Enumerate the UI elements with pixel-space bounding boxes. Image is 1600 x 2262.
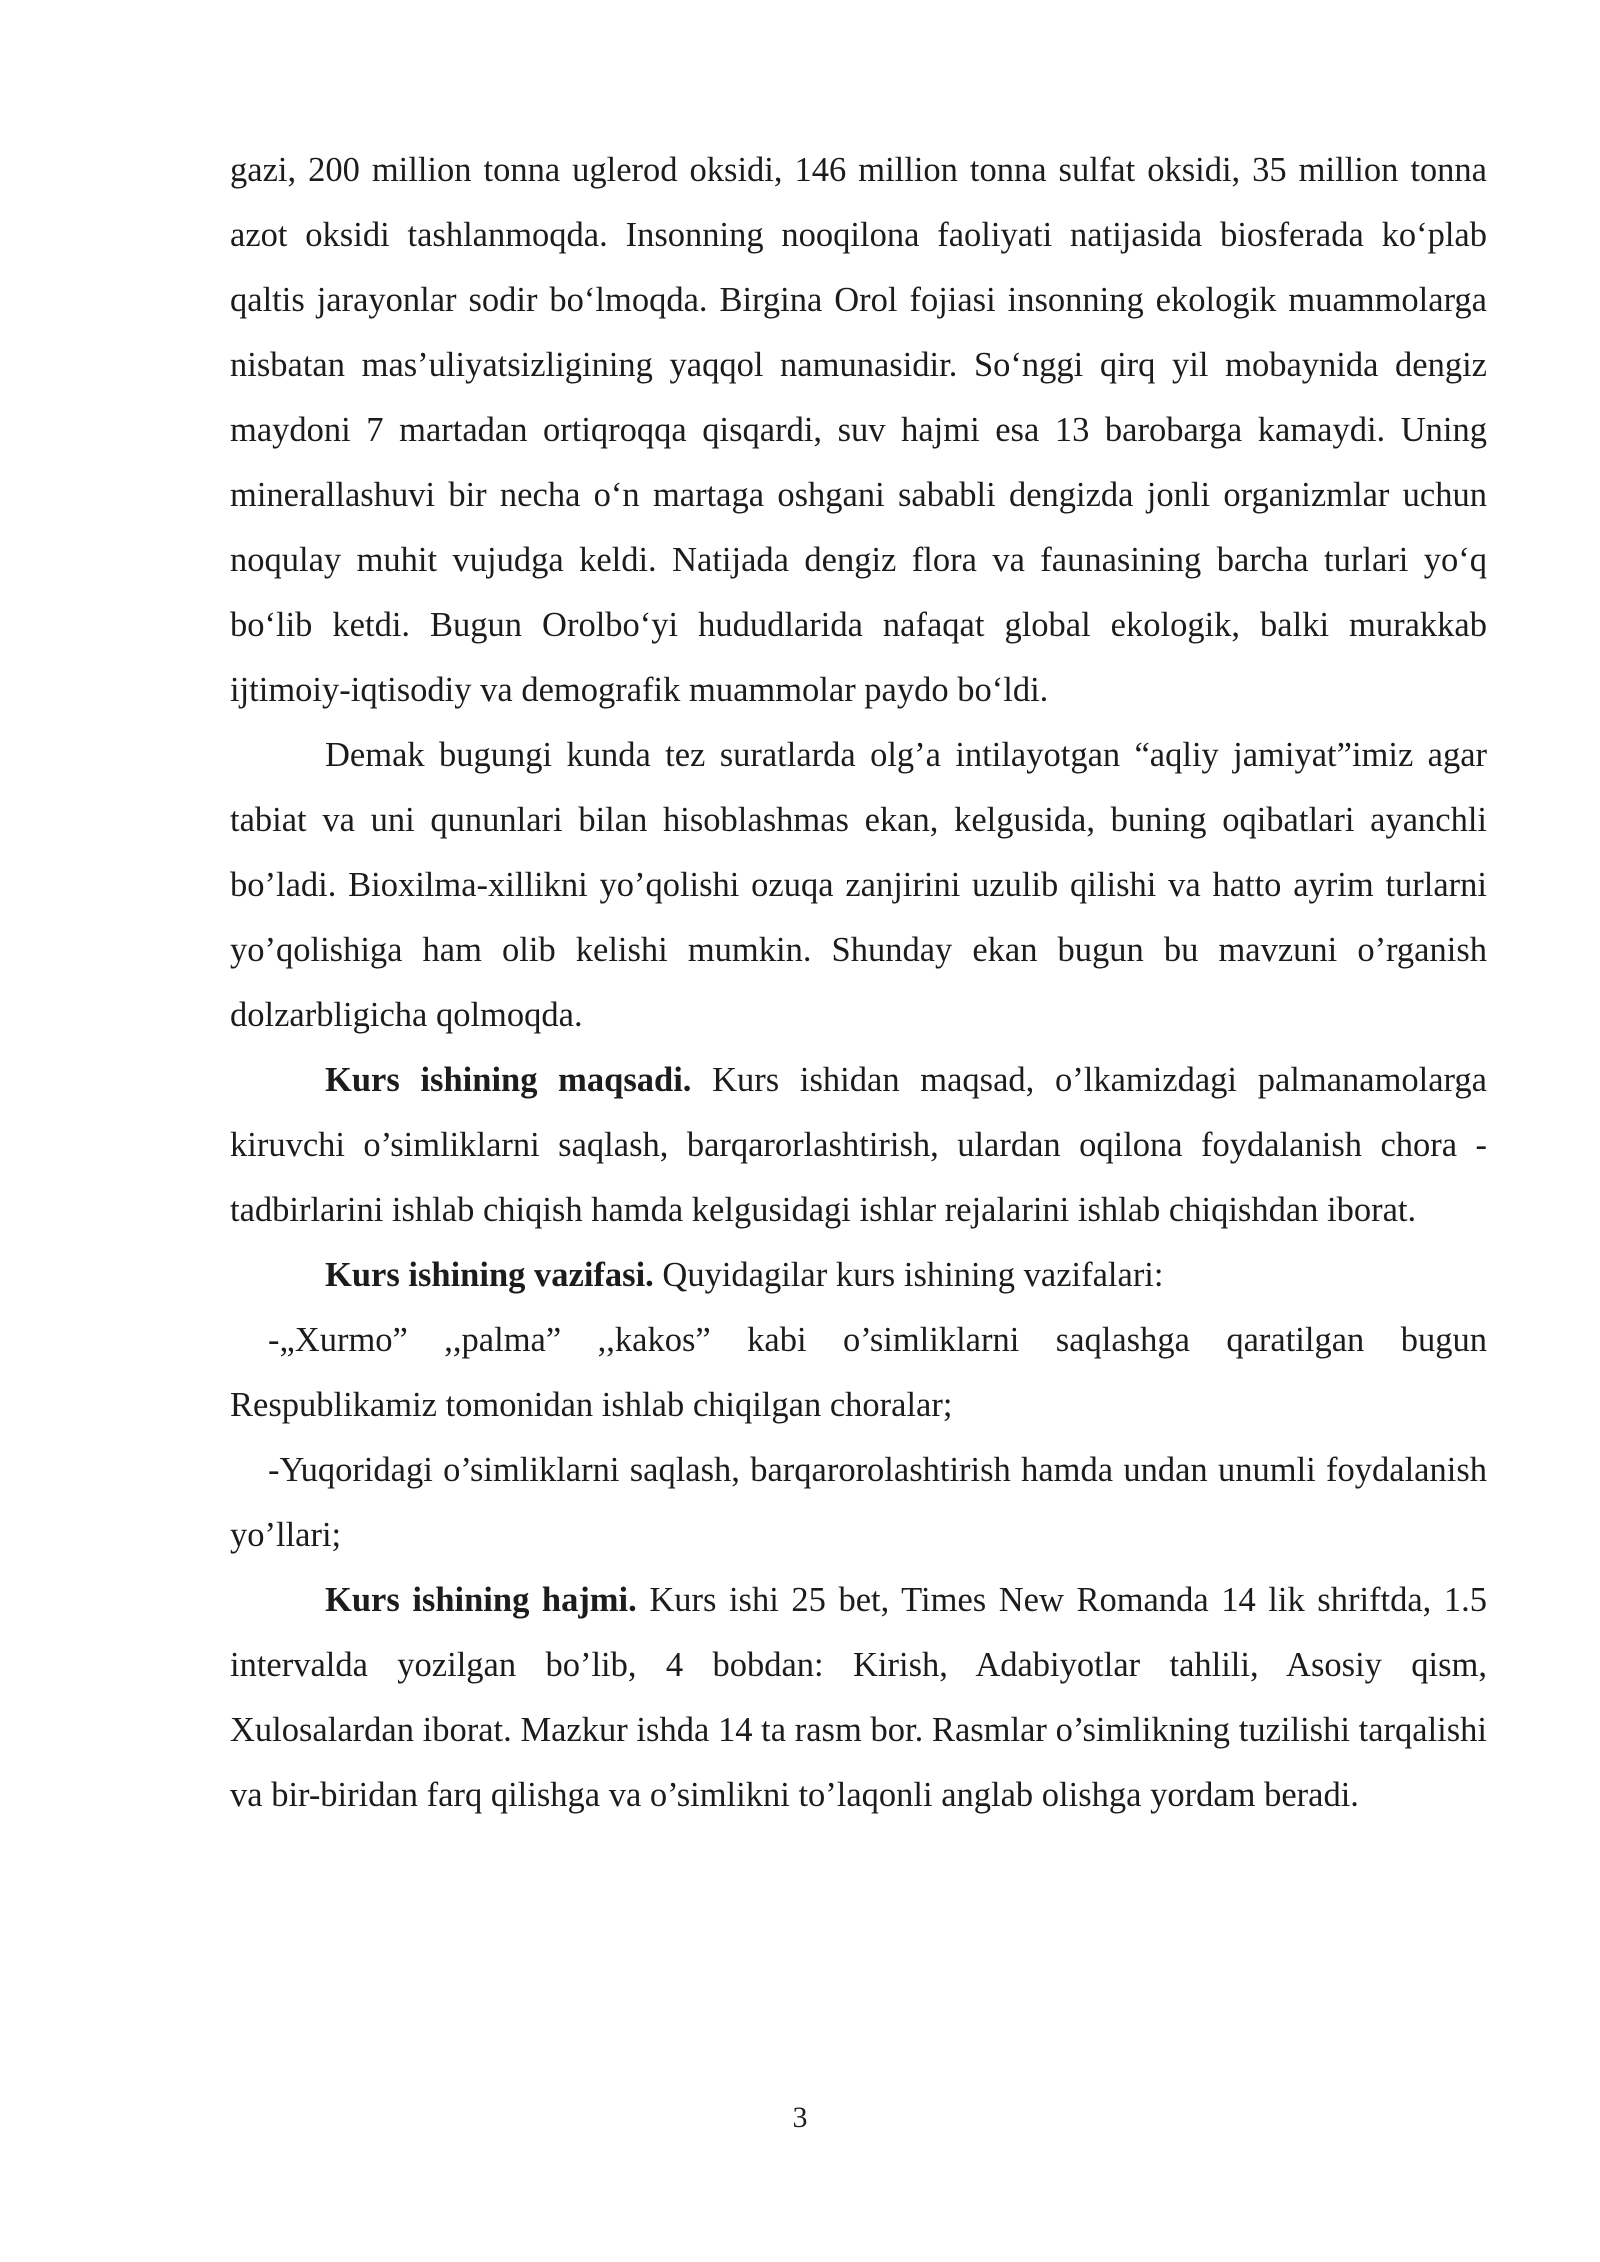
paragraph-tasks bbox=[230, 1243, 1487, 1308]
page-number: 3 bbox=[792, 2101, 808, 2134]
goal-text: Kurs ishidan maqsad, o’lkamizdagi palmanamolarga kiruvchi o’simliklarni saqlash, barqarorlashtirish, ulardan oqilona foydalanish chora - tadbirlarini ishlab chiqish hamda kelgusidagi ishlar rejalarini ishlab chiqishdan iborat. bbox=[230, 1061, 1487, 1229]
task-list-item: -Yuqoridagi o’simliklarni saqlash, barqarorolashtirish hamda undan unumli foydalanish yo’llari; bbox=[230, 1451, 1487, 1554]
task-list-item: -„Xurmo” ,,palma” ,,kakos” kabi o’simliklarni saqlashga qaratilgan bugun Respublikamiz tomonidan ishlab chiqilgan choralar; bbox=[230, 1321, 1487, 1424]
paragraph-volume bbox=[230, 1568, 1487, 1828]
tasks-text: Quyidagilar kurs ishining vazifalari: bbox=[653, 1256, 1164, 1294]
volume-text: Kurs ishi 25 bet, Times New Romanda 14 lik shriftda, 1.5 intervalda yozilgan bo’lib, 4 bobdan: Kirish, Adabiyotlar tahlili, Asosiy qism, Xulosalardan iborat. Mazkur ishda 14 ta rasm bor. Rasmlar o’simlikning tuzilishi tarqalishi va bir-biridan farq qilishga va o’simlikni to’laqonli anglab olishga yordam beradi. bbox=[230, 1581, 1487, 1814]
goal-heading: Kurs ishining maqsadi. bbox=[325, 1061, 692, 1099]
tasks-heading: Kurs ishining vazifasi. bbox=[325, 1256, 654, 1294]
volume-heading: Kurs ishining hajmi. bbox=[325, 1581, 637, 1619]
paragraph-relevance: Demak bugungi kunda tez suratlarda olg’a intilayotgan “aqliy jamiyat”imiz agar tabiat va uni qununlari bilan hisoblashmas ekan, kelgusida, buning oqibatlari ayanchli bo’ladi. Bioxilma-xillikni yo’qolishi ozuqa zanjirini uzulib qilishi va hatto ayrim turlarni yo’qolishiga ham olib kelishi mumkin. Shunday ekan bugun bu mavzuni o’rganish dolzarbligicha qolmoqda. bbox=[230, 736, 1487, 1034]
paragraph-goal bbox=[230, 1048, 1487, 1243]
document-body bbox=[230, 138, 1487, 1828]
paragraph-aral-sea: gazi, 200 million tonna uglerod oksidi, 146 million tonna sulfat oksidi, 35 million tonna azot oksidi tashlanmoqda. Insonning nooqilona faoliyati natijasida biosferada ko‘plab qaltis jarayonlar sodir bo‘lmoqda. Birgina Orol fojiasi insonning ekologik muammolarga nisbatan mas’uliyatsizligining yaqqol namunasidir. So‘nggi qirq yil mobaynida dengiz maydoni 7 martadan ortiqroqqa qisqardi, suv hajmi esa 13 barobarga kamaydi. Uning minerallashuvi bir necha o‘n martaga oshgani sababli dengizda jonli organizmlar uchun noqulay muhit vujudga keldi. Natijada dengiz flora va faunasining barcha turlari yo‘q bo‘lib ketdi. Bugun Orolbo‘yi hududlarida nafaqat global ekologik, balki murakkab ijtimoiy-iqtisodiy va demografik muammolar paydo bo‘ldi. bbox=[230, 151, 1487, 709]
